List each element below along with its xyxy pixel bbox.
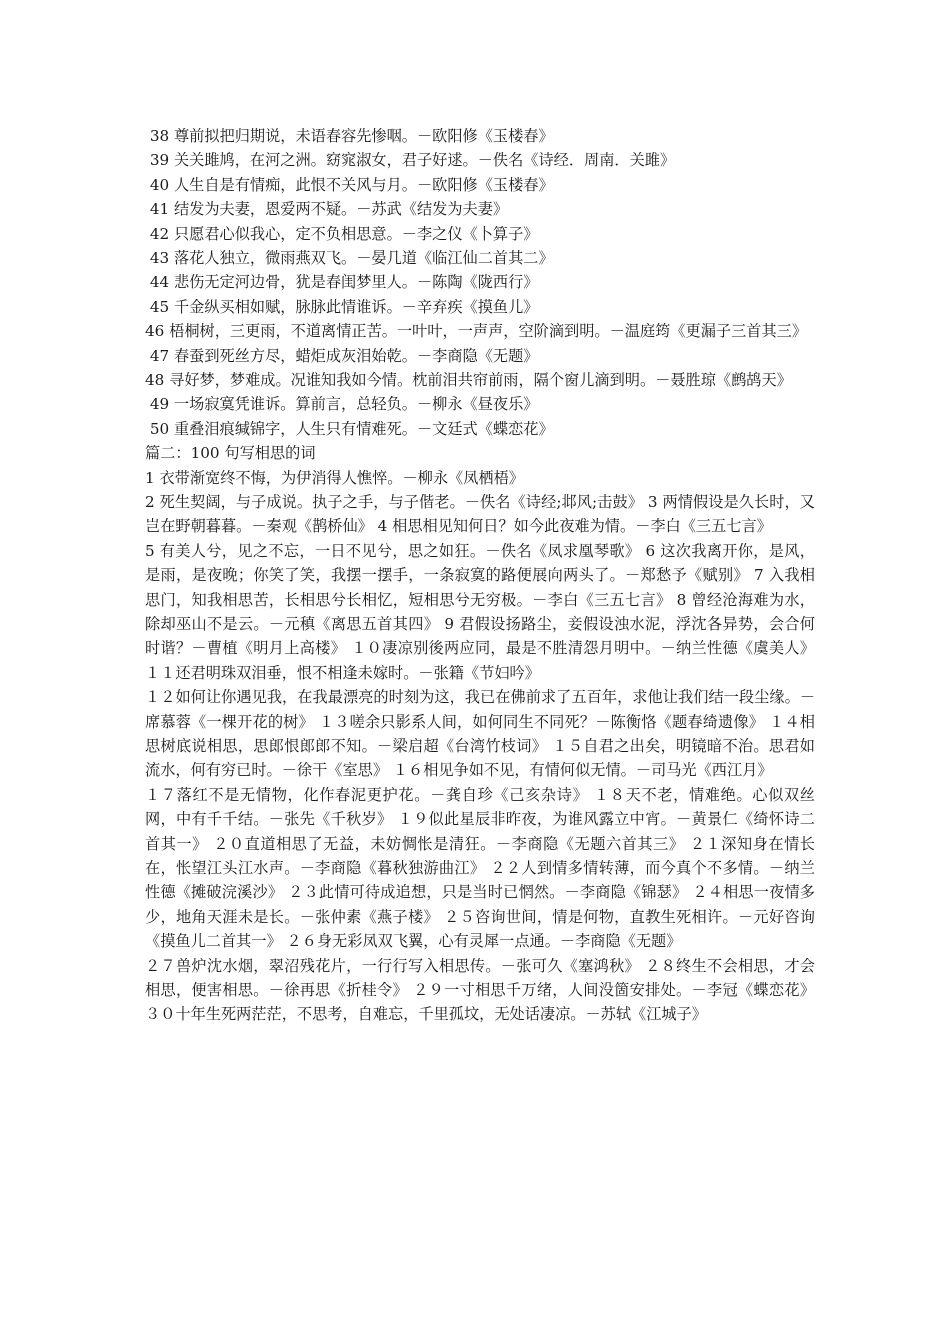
paragraph: １２如何让你遇见我，在我最漂亮的时刻为这，我已在佛前求了五百年，求他让我们结一段尘缘。－席慕蓉《一棵开花的树》 １３嗟余只影系人间，如何同生不同死？－陈衡恪《题春绮遗像》 １４相思树底说相思，思郎恨郎郎不知。－梁启超《台湾竹枝词》 １５自君之出矣，明镜暗不治。思君如流水，何有穷已时。－徐干《室思》 １６相见争如不见，有情何似无情。－司马光《西江月》 <box>145 688 815 780</box>
paragraph: １７落红不是无情物，化作春泥更护花。－龚自珍《己亥杂诗》 １８天不老，情难绝。心似双丝网，中有千千结。－张先《千秋岁》 １９似此星辰非昨夜，为谁风露立中宵。－黄景仁《绮怀诗二首其一》 ２０直道相思了无益，未妨惆怅是清狂。－李商隐《无题六首其三》 ２１深知身在情长在，怅望江头江水声。－李商隐《暮秋独游曲江》 ２２人到情多情转薄，而今真个不多情。－纳兰性德《摊破浣溪沙》 ２３此情可待成追想，只是当时已惘然。－李商隐《锦瑟》 ２４相思一夜情多少，地角天涯未是长。－张仲素《燕子楼》 ２５咨询世间，情是何物，直教生死相许。－元好咨询《摸鱼儿二首其一》 ２６身无彩凤双飞翼，心有灵犀一点通。－李商隐《无题》 <box>145 785 815 951</box>
paragraph: 5 有美人兮，见之不忘，一日不见兮，思之如狂。－佚名《凤求凰琴歌》 6 这次我离开你，是风，是雨，是夜晚；你笑了笑，我摆一摆手，一条寂寞的路便展向两头了。－郑愁予《赋别》 7 入我相思门，知我相思苦，长相思兮长相忆，短相思兮无穷极。－李白《三五七言》 8 曾经沧海难为水，除却巫山不是云。－元稹《离思五首其四》 9 君假设扬路尘，妾假设浊水泥，浮沈各异势，会合何时谐？－曹植《明月上高楼》 １０凄凉别後两应同，最是不胜清怨月明中。－纳兰性德《虞美人》 １１还君明珠双泪垂，恨不相逢未嫁时。－张籍《节妇吟》 <box>145 541 815 682</box>
paragraph: 1 衣带渐宽终不悔，为伊消得人憔悴。－柳永《凤栖梧》 <box>145 468 524 487</box>
poem-line-38: 38 尊前拟把归期说，未语春容先惨咽。－欧阳修《玉楼春》 <box>145 127 554 145</box>
poem-line-47: 47 春蚕到死丝方尽，蜡炬成灰泪始乾。－李商隐《无题》 <box>145 346 539 365</box>
part1-list <box>145 124 815 441</box>
document-body <box>145 124 815 1027</box>
poem-line-43: 43 落花人独立，微雨燕双飞。－晏几道《临江仙二首其二》 <box>145 248 554 267</box>
poem-line-44: 44 悲伤无定河边骨，犹是春闺梦里人。－陈陶《陇西行》 <box>145 273 539 292</box>
poem-line-42: 42 只愿君心似我心，定不负相思意。－李之仪《卜算子》 <box>145 224 539 243</box>
paragraph: 2 死生契阔，与子成说。执子之手，与子偕老。－佚名《诗经;邶风;击鼓》 3 两情假设是久长时，又岂在野朝暮暮。－秦观《鹊桥仙》 4 相思相见知何日？如今此夜难为情。－李白《三五七言》 <box>145 492 815 536</box>
poem-line-50: 50 重叠泪痕缄锦字，人生只有情难死。－文廷式《蝶恋花》 <box>145 419 554 438</box>
poem-line-39: 39 关关雎鸠，在河之洲。窈窕淑女，君子好逑。－佚名《诗经．周南．关雎》 <box>145 151 676 170</box>
poem-line-41: 41 结发为夫妻，恩爱两不疑。－苏武《结发为夫妻》 <box>145 200 509 219</box>
poem-line-48: 48 寻好梦，梦难成。况谁知我如今情。枕前泪共帘前雨，隔个窗儿滴到明。－聂胜琼《鹧鸪天》 <box>145 370 792 389</box>
poem-line-46: 46 梧桐树，三更雨，不道离情正苦。一叶叶，一声声，空阶滴到明。－温庭筠《更漏子三首其三》 <box>145 322 808 341</box>
section-heading: 篇二：100 句写相思的词 <box>145 444 316 463</box>
part2-list <box>145 466 815 1027</box>
poem-line-45: 45 千金纵买相如赋，脉脉此情谁诉。－辛弃疾《摸鱼儿》 <box>145 297 539 316</box>
poem-line-49: 49 一场寂寞凭谁诉。算前言，总轻负。－柳永《昼夜乐》 <box>145 395 539 414</box>
paragraph: ２７兽炉沈水烟，翠沼残花片，一行行写入相思传。－张可久《塞鸿秋》 ２８终生不会相思，才会相思，便害相思。－徐再思《折桂令》 ２９一寸相思千万绪，人间没箇安排处。－李冠《蝶恋花》 ３０十年生死两茫茫，不思考，自难忘，千里孤坟，无处话凄凉。－苏轼《江城子》 <box>145 956 815 1024</box>
poem-line-40: 40 人生自是有情痴，此恨不关风与月。－欧阳修《玉楼春》 <box>145 175 554 194</box>
